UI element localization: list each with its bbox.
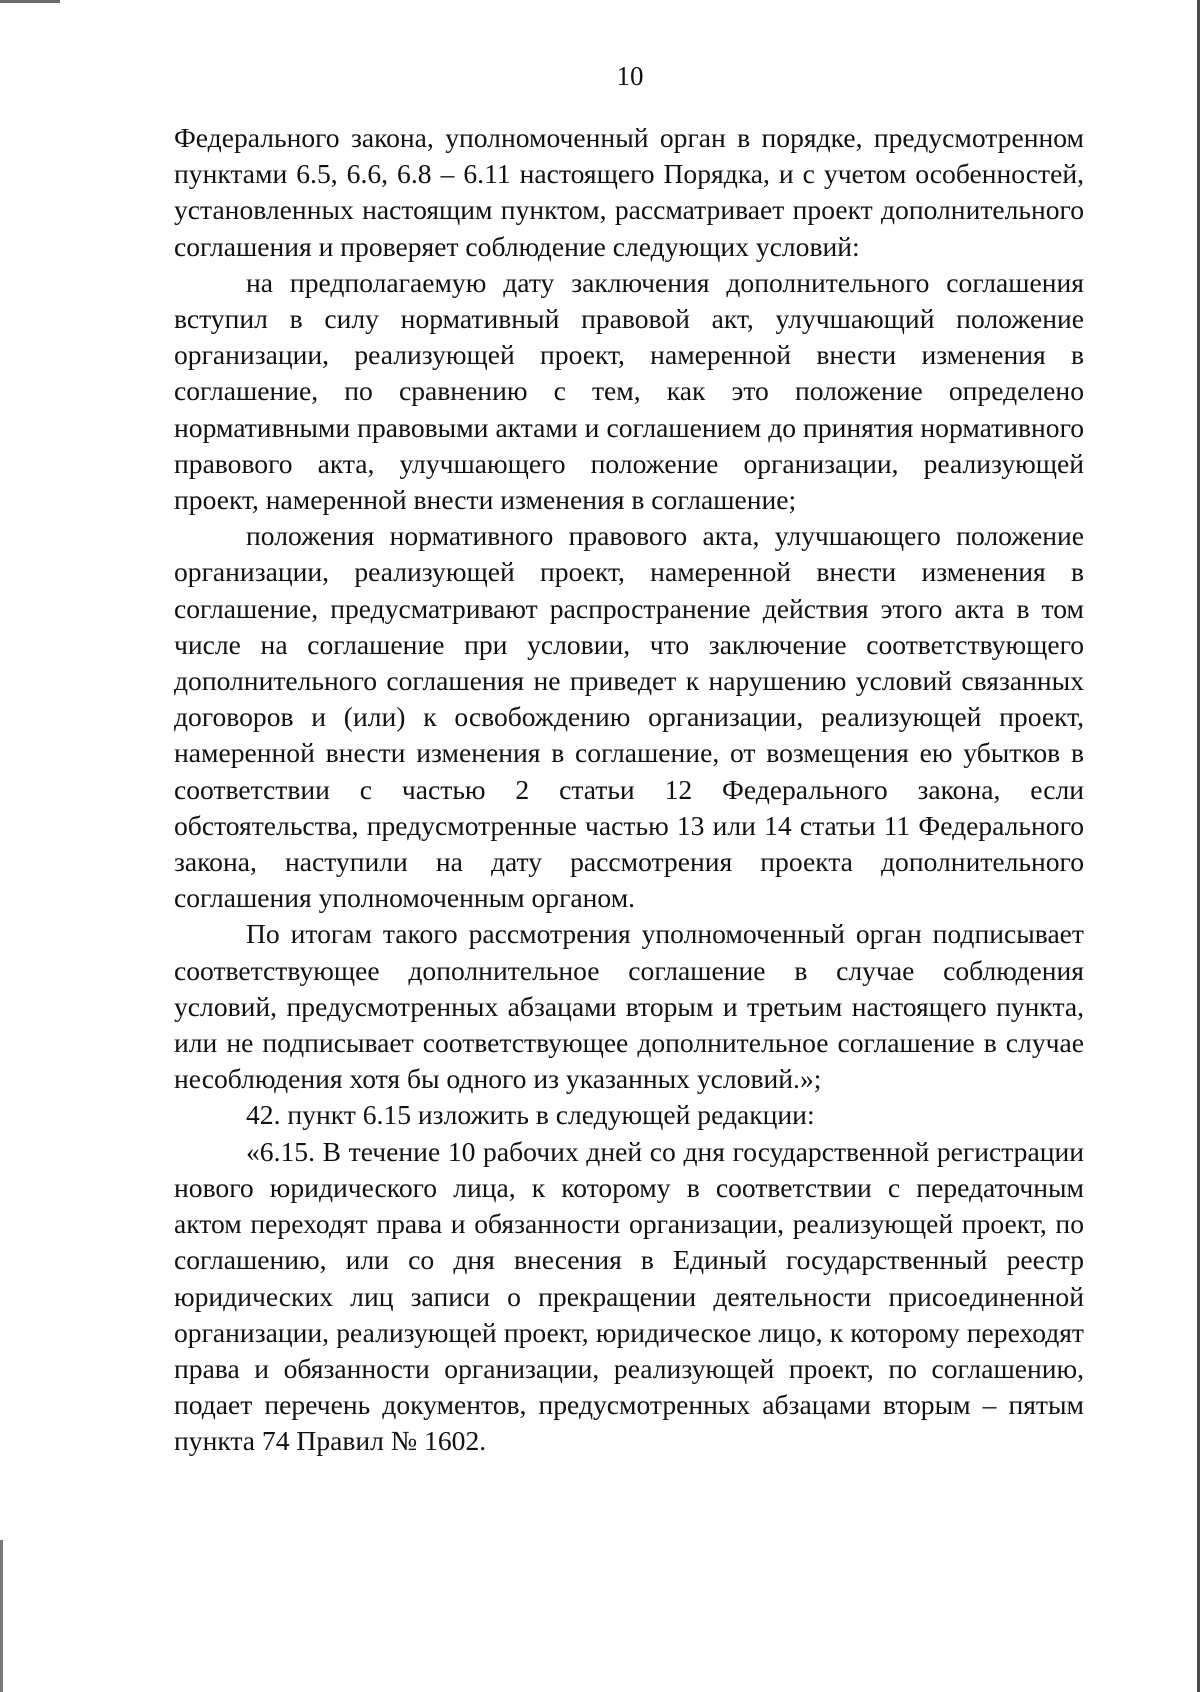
scan-edge-left [0, 1540, 3, 1692]
paragraph-clause-6-15: «6.15. В течение 10 рабочих дней со дня государственной регистрации нового юридического лица, к которому в соответствии с передаточным актом переходят права и обязанности организации, реализующей проект, по соглашению, или со дня внесения в Единый государственный реестр юридических лиц записи о прекращении деятельности присоединенной организации, реализующей проект, юридическое лицо, к которому переходят права и обязанности организации, реализующей проект, по соглашению, подает перечень документов, предусмотренных абзацами вторым – пятым пункта 74 Правил № 1602. [174, 1135, 1084, 1457]
paragraph-condition-1: на предполагаемую дату заключения дополнительного соглашения вступил в силу нормативный правовой акт, улучшающий положение организации, реализующей проект, намеренной внести изменения в соглашение, по сравнению с тем, как это положение определено нормативными правовыми актами и соглашением до принятия нормативного правового акта, улучшающего положение организации, реализующей проект, намеренной внести изменения в соглашение; [174, 266, 1084, 516]
paragraph-continuation: Федерального закона, уполномоченный орган в порядке, предусмотренном пунктами 6.5, 6.6, 6.8 – 6.11 настоящего Порядка, и с учетом особенностей, установленных настоящим пунктом, рассматривает проект дополнительного соглашения и проверяет соблюдение следующих условий: [174, 122, 1084, 262]
paragraph-item-42: 42. пункт 6.15 изложить в следующей редакции: [246, 1099, 815, 1131]
document-body [174, 120, 1084, 1460]
paragraph-condition-2: положения нормативного правового акта, улучшающего положение организации, реализующей проект, намеренной внести изменения в соглашение, предусматривают распространение действия этого акта в том числе на соглашение при условии, что заключение соответствующего дополнительного соглашения не приведет к нарушению условий связанных договоров и (или) к освобождению организации, реализующей проект, намеренной внести изменения в соглашение, от возмещения ею убытков в соответствии с частью 2 статьи 12 Федерального закона, если обстоятельства, предусмотренные частью 13 или 14 статьи 11 Федерального закона, наступили на дату рассмотрения проекта дополнительного соглашения уполномоченным органом. [174, 520, 1084, 914]
scan-edge-top [0, 0, 60, 3]
paragraph-result: По итогам такого рассмотрения уполномоченный орган подписывает соответствующее дополнительное соглашение в случае соблюдения условий, предусмотренных абзацами вторым и третьим настоящего пункта, или не подписывает соответствующее дополнительное соглашение в случае несоблюдения хотя бы одного из указанных условий.»; [174, 918, 1084, 1095]
page-number: 10 [616, 61, 644, 91]
